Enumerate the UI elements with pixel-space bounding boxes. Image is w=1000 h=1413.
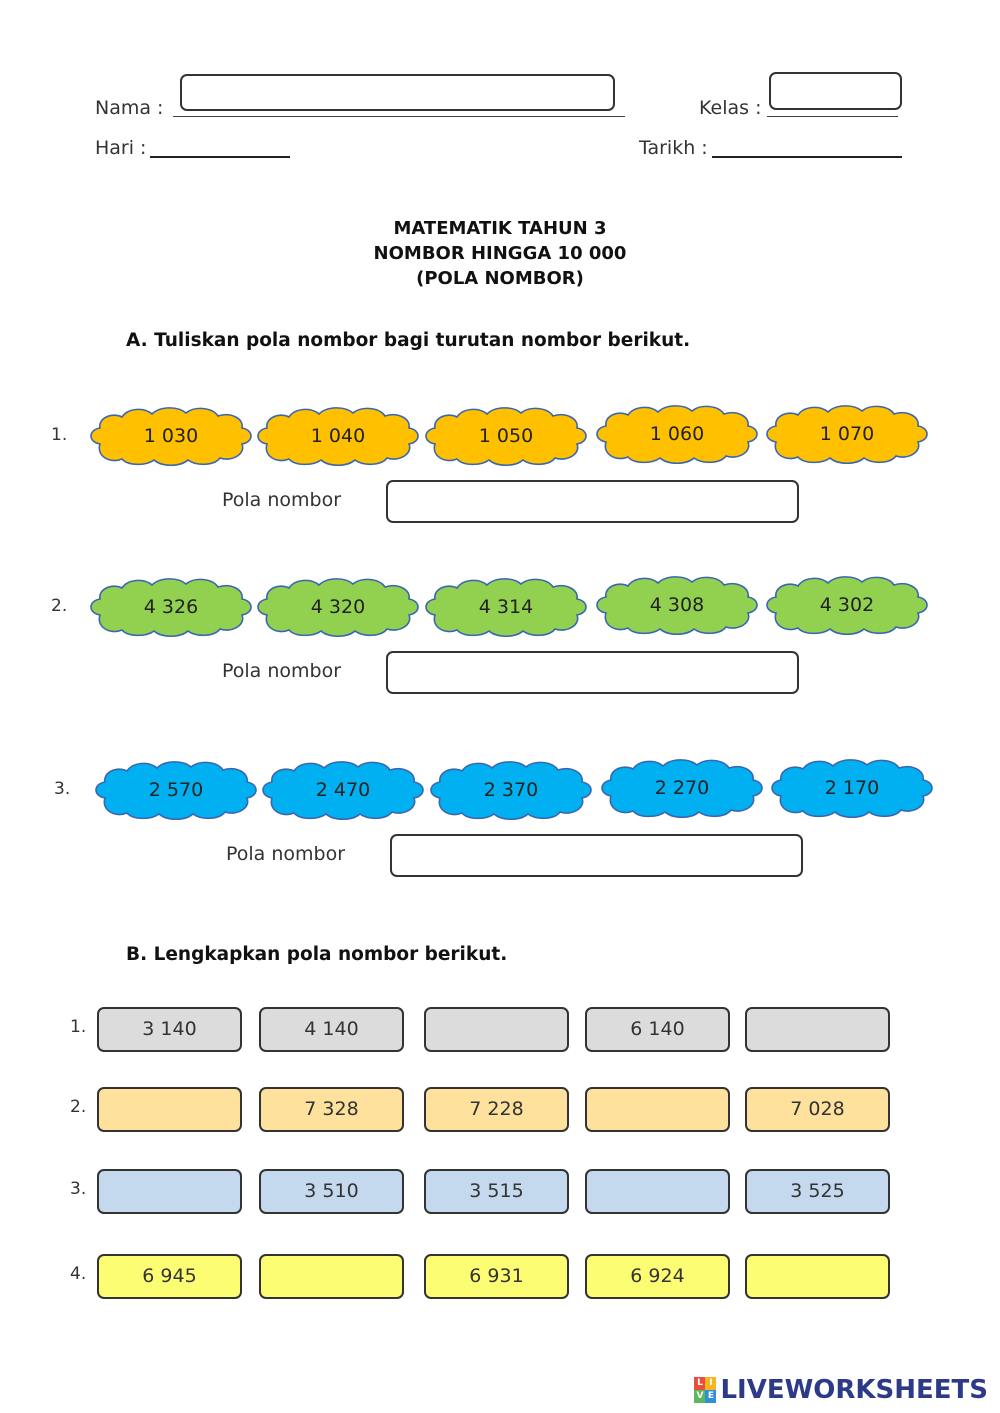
answer-input[interactable] <box>745 1254 890 1299</box>
row-number: 4. <box>70 1264 87 1284</box>
number-cell: 6 931 <box>424 1254 569 1299</box>
cloud-value: 4 314 <box>478 596 534 618</box>
liveworksheets-logo-icon <box>694 1377 716 1403</box>
tarikh-label: Tarikh : <box>639 137 708 159</box>
number-cloud <box>253 404 423 468</box>
number-cloud <box>762 402 932 466</box>
number-cell: 3 140 <box>97 1007 242 1052</box>
number-cloud <box>421 404 591 468</box>
cloud-value: 1 060 <box>649 423 705 445</box>
cloud-value: 4 320 <box>310 596 366 618</box>
answer-input[interactable] <box>585 1087 730 1132</box>
row-number: 3. <box>70 1179 87 1199</box>
title-line-3: (POLA NOMBOR) <box>416 268 584 289</box>
logo-letter: L <box>694 1377 705 1390</box>
answer-input[interactable] <box>97 1169 242 1214</box>
row-number: 1. <box>51 425 68 445</box>
row-number: 2. <box>70 1097 87 1117</box>
row-number: 1. <box>70 1017 87 1037</box>
number-cloud <box>762 573 932 637</box>
number-cloud <box>426 758 596 822</box>
kelas-label: Kelas : <box>699 97 762 119</box>
cloud-value: 1 040 <box>310 425 366 447</box>
number-cell: 7 228 <box>424 1087 569 1132</box>
nama-input[interactable] <box>180 74 615 111</box>
pola-nombor-label: Pola nombor <box>222 489 342 511</box>
number-cloud <box>421 575 591 639</box>
answer-input[interactable] <box>745 1007 890 1052</box>
number-cloud <box>91 758 261 822</box>
cloud-value: 2 270 <box>654 777 710 799</box>
answer-input[interactable] <box>259 1254 404 1299</box>
number-cloud <box>597 756 767 820</box>
number-cloud <box>86 404 256 468</box>
pola-nombor-label: Pola nombor <box>226 843 346 865</box>
logo-letter: V <box>694 1390 705 1403</box>
section-a-heading: A. Tuliskan pola nombor bagi turutan nombor berikut. <box>126 330 691 351</box>
number-cell: 6 924 <box>585 1254 730 1299</box>
cloud-value: 1 070 <box>819 423 875 445</box>
pola-nombor-label: Pola nombor <box>222 660 342 682</box>
row-number: 3. <box>54 779 71 799</box>
number-cell: 3 510 <box>259 1169 404 1214</box>
logo-letter: E <box>705 1390 716 1403</box>
number-cloud <box>253 575 423 639</box>
number-cell: 4 140 <box>259 1007 404 1052</box>
cloud-value: 4 308 <box>649 594 705 616</box>
number-cell: 3 515 <box>424 1169 569 1214</box>
pola-nombor-input[interactable] <box>386 480 799 523</box>
nama-label: Nama : <box>95 97 164 119</box>
pola-nombor-input[interactable] <box>386 651 799 694</box>
cloud-value: 4 302 <box>819 594 875 616</box>
cloud-value: 2 570 <box>148 779 204 801</box>
row-number: 2. <box>51 596 68 616</box>
title-line-2: NOMBOR HINGGA 10 000 <box>373 243 627 264</box>
number-cell: 7 328 <box>259 1087 404 1132</box>
tarikh-underline <box>712 156 902 158</box>
brand-wordmark: LIVEWORKSHEETS <box>720 1375 988 1405</box>
kelas-underline <box>767 116 898 117</box>
title-line-1: MATEMATIK TAHUN 3 <box>393 218 607 239</box>
section-b-heading: B. Lengkapkan pola nombor berikut. <box>126 944 508 965</box>
answer-input[interactable] <box>97 1087 242 1132</box>
cloud-value: 1 030 <box>143 425 199 447</box>
number-cloud <box>86 575 256 639</box>
kelas-input[interactable] <box>769 72 902 110</box>
number-cloud <box>592 402 762 466</box>
number-cell: 6 945 <box>97 1254 242 1299</box>
cloud-value: 4 326 <box>143 596 199 618</box>
pola-nombor-input[interactable] <box>390 834 803 877</box>
number-cell: 7 028 <box>745 1087 890 1132</box>
number-cell: 3 525 <box>745 1169 890 1214</box>
hari-label: Hari : <box>95 137 147 159</box>
nama-underline <box>173 116 625 117</box>
answer-input[interactable] <box>424 1007 569 1052</box>
number-cell: 6 140 <box>585 1007 730 1052</box>
number-cloud <box>258 758 428 822</box>
number-cloud <box>767 756 937 820</box>
liveworksheets-logo <box>694 1374 988 1406</box>
hari-underline <box>150 156 290 158</box>
cloud-value: 1 050 <box>478 425 534 447</box>
answer-input[interactable] <box>585 1169 730 1214</box>
cloud-value: 2 370 <box>483 779 539 801</box>
cloud-value: 2 170 <box>824 777 880 799</box>
number-cloud <box>592 573 762 637</box>
cloud-value: 2 470 <box>315 779 371 801</box>
logo-letter: I <box>705 1377 716 1390</box>
